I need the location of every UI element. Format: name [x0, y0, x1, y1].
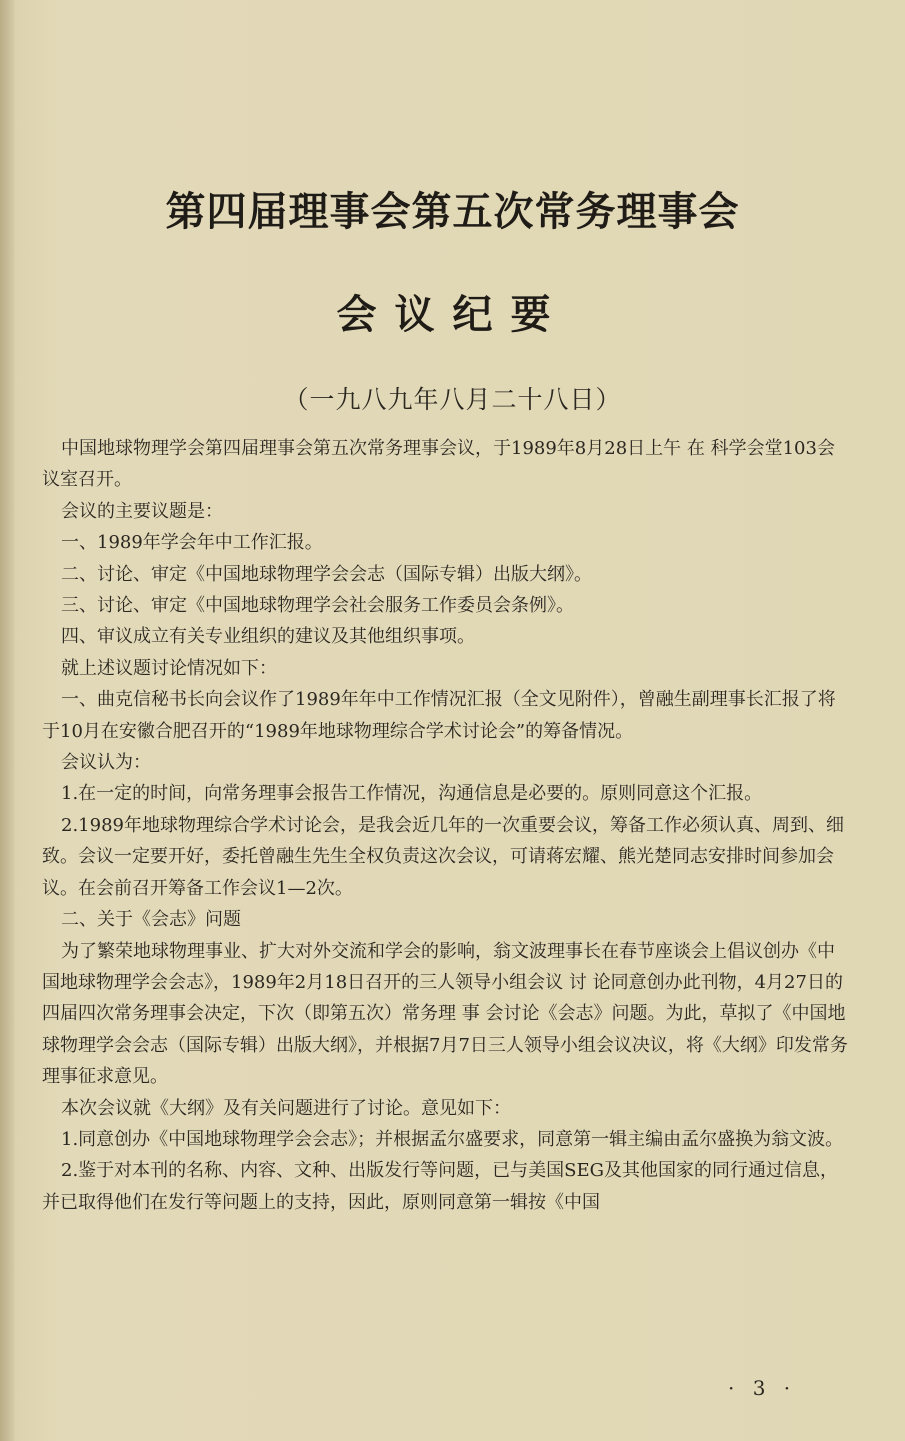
paragraph: 1.同意创办《中国地球物理学会会志》；并根据孟尔盛要求，同意第一辑主编由孟尔盛换为翁文波。 — [61, 1128, 844, 1150]
paragraph: 为了繁荣地球物理事业、扩大对外交流和学会的影响，翁文波理事长在春节座谈会上倡议创办《中国地球物理学会会志》，1989年2月18日召开的三人领导小组会议 讨 论同意创办此刊物，4月27日的四届四次常务理事会决定，下次（即第五次）常务理 事 会讨论《会志》问题。为此，草拟了《中国地球物理学会会志（国际专辑）出版大纲》，并根据7月7日三人领导小组会议决议，将《大纲》印发常务理事征求意见。 — [42, 940, 848, 1088]
paragraph: 2.1989年地球物理综合学术讨论会，是我会近几年的一次重要会议，筹备工作必须认真、周到、细致。会议一定要开好，委托曾融生先生全权负责这次会议，可请蒋宏耀、熊光楚同志安排时间参加会议。在会前召开筹备工作会议1—2次。 — [42, 814, 844, 899]
paragraph: 四、审议成立有关专业组织的建议及其他组织事项。 — [61, 626, 475, 648]
paragraph: 会议的主要议题是： — [61, 500, 223, 522]
paragraph: 1.在一定的时间，向常务理事会报告工作情况，沟通信息是必要的。原则同意这个汇报。 — [61, 783, 763, 805]
paragraph: 一、1989年学会年中工作汇报。 — [61, 532, 323, 554]
paragraph: 中国地球物理学会第四届理事会第五次常务理事会议，于1989年8月28日上午 在 科学会堂103会议室召开。 — [42, 438, 835, 491]
paragraph: 本次会议就《大纲》及有关问题进行了讨论。意见如下： — [61, 1097, 511, 1119]
paragraph: 2.鉴于对本刊的名称、内容、文种、出版发行等问题，已与美国SEG及其他国家的同行通过信息，并已取得他们在发行等问题上的支持，因此，原则同意第一辑按《中国 — [42, 1160, 839, 1213]
document-title: 第四届理事会第五次常务理事会 — [165, 188, 740, 235]
paragraph: 会议认为： — [61, 752, 151, 774]
document-body — [42, 433, 848, 1218]
paragraph: 就上述议题讨论情况如下： — [61, 657, 277, 679]
paragraph: 一、曲克信秘书长向会议作了1989年年中工作情况汇报（全文见附件），曾融生副理事长汇报了将于10月在安徽合肥召开的“1989年地球物理综合学术讨论会”的筹备情况。 — [42, 689, 836, 742]
document-subtitle: 会议纪要 — [336, 291, 569, 338]
paragraph: 二、讨论、审定《中国地球物理学会会志（国际专辑）出版大纲》。 — [61, 563, 592, 585]
page-number: · 3 · — [728, 1376, 797, 1400]
paragraph: 三、讨论、审定《中国地球物理学会社会服务工作委员会条例》。 — [61, 595, 574, 617]
paragraph: 二、关于《会志》问题 — [61, 909, 241, 931]
meeting-date: （一九八九年八月二十八日） — [283, 385, 622, 414]
